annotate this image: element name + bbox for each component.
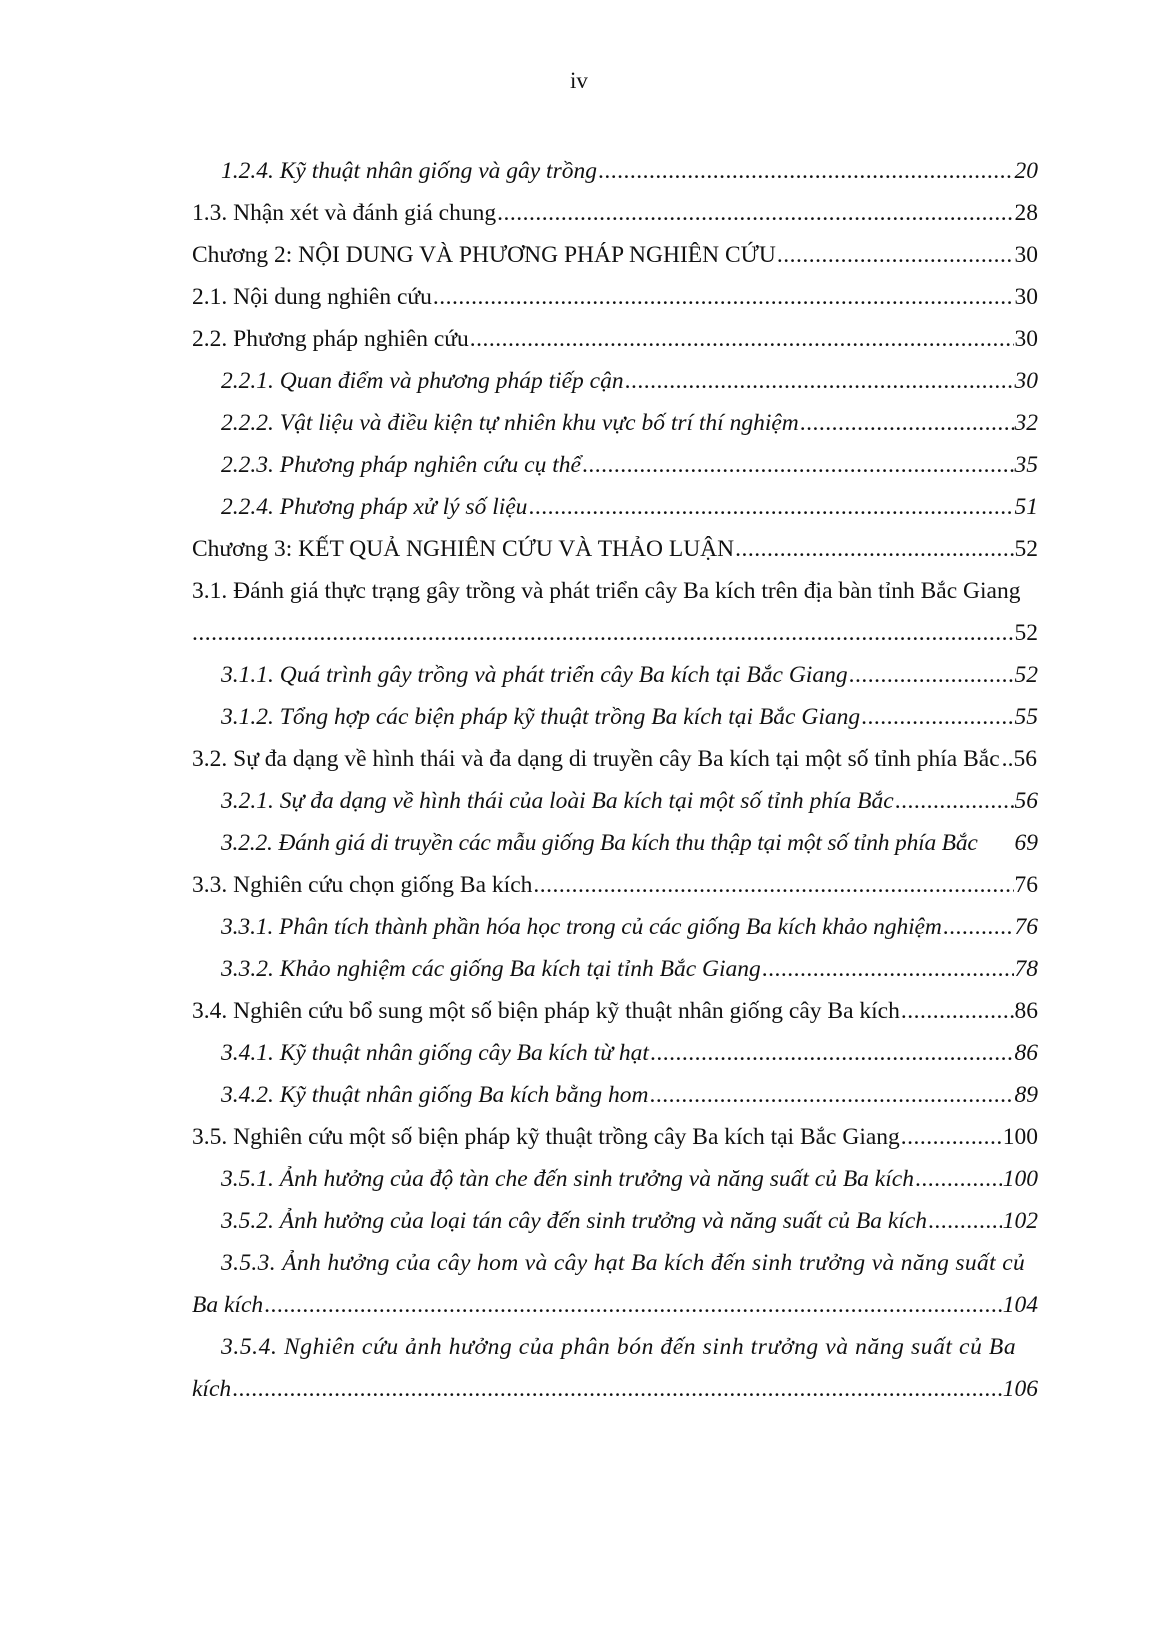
toc-entry-title: 3.5.1. Ảnh hưởng của độ tàn che đến sinh trưởng và năng suất củ Ba kích (221, 1166, 914, 1192)
toc-entry-page: 32 (1014, 410, 1038, 436)
toc-entry-title-continued: Ba kích (192, 1292, 264, 1318)
toc-entry-page: 86 (1014, 998, 1038, 1024)
dot-leader (895, 788, 1014, 815)
toc-entry-title[interactable]: 3.5.3. Ảnh hưởng của cây hom và cây hạt Ba kích đến sinh trưởng và năng suất củ (221, 1250, 1026, 1276)
toc-entry[interactable] (192, 998, 1038, 1032)
toc-entry-title: 3.2. Sự đa dạng về hình thái và đa dạng di truyền cây Ba kích tại một số tỉnh phía Bắc (192, 746, 1000, 772)
dot-leader (598, 158, 1014, 185)
dot-leader (943, 914, 1014, 941)
toc-entry[interactable] (221, 1040, 1038, 1074)
dot-leader (192, 620, 1014, 647)
toc-entry-title: 3.3.1. Phân tích thành phần hóa học trong củ các giống Ba kích khảo nghiệm (221, 914, 942, 940)
toc-entry-title: 2.2. Phương pháp nghiên cứu (192, 326, 469, 352)
toc-entry-page: 35 (1014, 452, 1038, 478)
toc-entry-page: 104 (1002, 1292, 1038, 1318)
toc-entry-page: 76 (1014, 914, 1038, 940)
toc-entry-page: 76 (1014, 872, 1038, 898)
dot-leader (650, 1082, 1014, 1109)
toc-entry-page: 52 (1014, 620, 1038, 646)
toc-entry-title[interactable]: 3.1. Đánh giá thực trạng gây trồng và phát triển cây Ba kích trên địa bàn tỉnh Bắc Giang (192, 578, 1021, 604)
dot-leader (232, 1376, 1002, 1403)
toc-entry[interactable] (221, 956, 1038, 990)
dot-leader (470, 326, 1014, 353)
toc-entry[interactable] (192, 1292, 1038, 1326)
toc-entry[interactable] (192, 326, 1038, 360)
toc-entry[interactable] (192, 536, 1038, 570)
toc-entry[interactable] (192, 242, 1038, 276)
toc-entry[interactable] (192, 200, 1038, 234)
toc-entry-page: 86 (1014, 1040, 1038, 1066)
dot-leader (928, 1208, 1002, 1235)
toc-entry[interactable] (192, 1124, 1038, 1158)
toc-entry-page: 51 (1014, 494, 1038, 520)
toc-entry[interactable] (221, 158, 1038, 192)
toc-entry-page: 78 (1014, 956, 1038, 982)
dot-leader (861, 704, 1013, 731)
toc-entry-title: 3.1.1. Quá trình gây trồng và phát triển cây Ba kích tại Bắc Giang (221, 662, 848, 688)
toc-entry-page: 30 (1014, 242, 1038, 268)
toc-entry[interactable] (221, 788, 1038, 822)
dot-leader (625, 368, 1014, 395)
toc-entry[interactable] (221, 494, 1038, 528)
toc-entry[interactable] (221, 1208, 1038, 1242)
toc-entry-title: 3.5. Nghiên cứu một số biện pháp kỹ thuật trồng cây Ba kích tại Bắc Giang (192, 1124, 900, 1150)
toc-entry-title: 2.2.2. Vật liệu và điều kiện tự nhiên khu vực bố trí thí nghiệm (221, 410, 799, 436)
toc-entry-title: 3.3. Nghiên cứu chọn giống Ba kích (192, 872, 533, 898)
toc-entry-page: 55 (1014, 704, 1038, 730)
toc-entry[interactable] (192, 872, 1038, 906)
toc-entry-page: 89 (1014, 1082, 1038, 1108)
dot-leader (528, 494, 1013, 521)
toc-entry-title: 3.5.2. Ảnh hưởng của loại tán cây đến sinh trưởng và năng suất củ Ba kích (221, 1208, 928, 1234)
dot-leader (650, 1040, 1014, 1067)
toc-entry-page: 100 (1002, 1166, 1038, 1192)
dot-leader (901, 1124, 1002, 1151)
toc-entry-title: 2.2.4. Phương pháp xử lý số liệu (221, 494, 528, 520)
toc-entry-page: 52 (1014, 536, 1038, 562)
toc-entry[interactable] (221, 368, 1038, 402)
toc-entry[interactable] (192, 284, 1038, 318)
toc-entry-page: 52 (1014, 662, 1038, 688)
toc-entry-title[interactable]: 3.5.4. Nghiên cứu ảnh hưởng của phân bón đến sinh trưởng và năng suất củ Ba (221, 1334, 1017, 1360)
toc-entry-title: 2.2.3. Phương pháp nghiên cứu cụ thể (221, 452, 581, 478)
toc-entry-title: 2.2.1. Quan điểm và phương pháp tiếp cận (221, 368, 624, 394)
dot-leader (762, 956, 1014, 983)
toc-entry-title: 3.1.2. Tổng hợp các biện pháp kỹ thuật trồng Ba kích tại Bắc Giang (221, 704, 861, 730)
dot-leader (582, 452, 1014, 479)
toc-entry-page: .56 (1007, 746, 1038, 772)
toc-entry-title: Chương 2: NỘI DUNG VÀ PHƯƠNG PHÁP NGHIÊN CỨU (192, 242, 776, 268)
toc-entry-page: 56 (1014, 788, 1038, 814)
dot-leader (735, 536, 1013, 563)
toc-entry-page: 30 (1014, 326, 1038, 352)
toc-entry-page: 30 (1014, 368, 1038, 394)
toc-entry-page: 30 (1014, 284, 1038, 310)
toc-entry-page: 102 (1002, 1208, 1038, 1234)
toc-entry-title-continued: kích (192, 1376, 232, 1402)
dot-leader (915, 1166, 1002, 1193)
toc-entry-title: 3.4. Nghiên cứu bổ sung một số biện pháp kỹ thuật nhân giống cây Ba kích (192, 998, 900, 1024)
toc-entry-page: 28 (1014, 200, 1038, 226)
dot-leader (849, 662, 1014, 689)
dot-leader (800, 410, 1014, 437)
toc-entry-page: 100 (1002, 1124, 1038, 1150)
toc-entry[interactable] (192, 746, 1038, 780)
dot-leader (533, 872, 1013, 899)
toc-entry-title: Chương 3: KẾT QUẢ NGHIÊN CỨU VÀ THẢO LUẬN (192, 536, 735, 562)
toc-entry-page: 20 (1014, 158, 1038, 184)
toc-entry-title: 3.4.2. Kỹ thuật nhân giống Ba kích bằng hom (221, 1082, 649, 1108)
dot-leader (777, 242, 1014, 269)
toc-entry[interactable] (221, 830, 1038, 864)
dot-leader (264, 1292, 1002, 1319)
toc-entry-page: 69 (1014, 830, 1038, 856)
toc-entry-title: 2.1. Nội dung nghiên cứu (192, 284, 432, 310)
toc-entry[interactable] (221, 1082, 1038, 1116)
dot-leader (433, 284, 1014, 311)
toc-entry-title: 1.2.4. Kỹ thuật nhân giống và gây trồng (221, 158, 597, 184)
toc-entry[interactable] (221, 662, 1038, 696)
toc-entry-title: 3.2.1. Sự đa dạng về hình thái của loài Ba kích tại một số tỉnh phía Bắc (221, 788, 894, 814)
toc-entry[interactable] (221, 914, 1038, 948)
toc-entry-title: 3.2.2. Đánh giá di truyền các mẫu giống Ba kích thu thập tại một số tỉnh phía Bắc (221, 830, 978, 856)
toc-entry-page: 106 (1002, 1376, 1038, 1402)
toc-entry[interactable] (221, 704, 1038, 738)
toc-entry-title: 3.4.1. Kỹ thuật nhân giống cây Ba kích từ hạt (221, 1040, 649, 1066)
toc-entry[interactable] (221, 410, 1038, 444)
toc-entry[interactable] (192, 1376, 1038, 1410)
toc-entry-title: 3.3.2. Khảo nghiệm các giống Ba kích tại tỉnh Bắc Giang (221, 956, 761, 982)
toc-entry[interactable] (192, 620, 1038, 654)
dot-leader (1002, 746, 1006, 773)
toc-entry-title: 1.3. Nhận xét và đánh giá chung (192, 200, 497, 226)
page-number: iv (570, 68, 588, 93)
toc-entry[interactable] (221, 1166, 1038, 1200)
dot-leader (901, 998, 1014, 1025)
toc-entry[interactable] (221, 452, 1038, 486)
dot-leader (497, 200, 1013, 227)
